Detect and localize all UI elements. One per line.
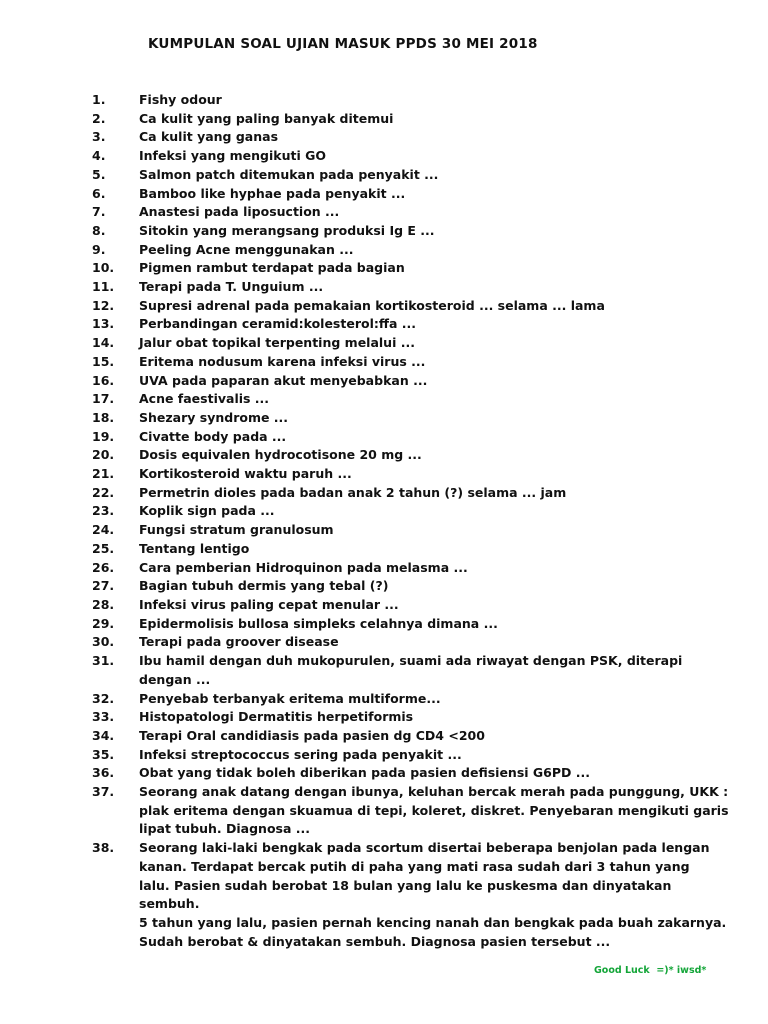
item-number: 33. — [92, 709, 115, 725]
list-item — [92, 746, 732, 765]
item-number: 18. — [92, 409, 115, 425]
item-number: 8. — [92, 222, 106, 238]
list-item — [92, 484, 732, 503]
item-text: Eritema nodusum karena infeksi virus ... — [139, 353, 426, 369]
item-number: 38. — [92, 840, 115, 856]
list-item — [92, 128, 732, 147]
item-text: Infeksi streptococcus sering pada penyakit ... — [139, 746, 462, 762]
list-item — [92, 185, 732, 204]
list-item — [92, 110, 732, 129]
item-text: Fishy odour — [139, 92, 222, 107]
list-item — [92, 334, 732, 353]
list-item — [92, 203, 732, 222]
item-text: Ibu hamil dengan duh mukopurulen, suami ada riwayat dengan PSK, diterapi dengan ... — [139, 653, 683, 687]
list-item — [92, 690, 732, 709]
item-number: 19. — [92, 428, 115, 444]
item-number: 24. — [92, 522, 115, 538]
item-text: Salmon patch ditemukan pada penyakit ... — [139, 166, 439, 182]
list-item — [92, 390, 732, 409]
item-number: 4. — [92, 148, 106, 164]
item-number: 35. — [92, 746, 115, 762]
item-number: 3. — [92, 129, 106, 145]
list-item — [92, 652, 732, 689]
list-item — [92, 446, 732, 465]
item-number: 28. — [92, 596, 115, 612]
item-number: 22. — [92, 484, 115, 500]
item-number: 23. — [92, 503, 115, 519]
item-number: 7. — [92, 204, 106, 220]
item-number: 17. — [92, 391, 115, 407]
item-text: Kortikosteroid waktu paruh ... — [139, 466, 352, 482]
item-text: Acne faestivalis ... — [139, 391, 270, 407]
item-text: Pigmen rambut terdapat pada bagian — [139, 260, 405, 276]
item-text: Infeksi yang mengikuti GO — [139, 148, 326, 164]
item-text: Seorang laki-laki bengkak pada scortum disertai beberapa benjolan pada lengan kanan. Terdapat bercak putih di paha yang mati rasa sudah dari 3 tahun yang lalu. Pasien sudah berobat 18 bulan yang lalu ke puskesma dan dinyatakan sembuh. 5 tahun yang lalu, pasien pernah kencing nanah dan bengkak pada buah zakarnya. Sudah berobat & dinyatakan sembuh. Diagnosa pasien tersebut ... — [139, 840, 727, 949]
item-number: 9. — [92, 241, 106, 257]
document-title: KUMPULAN SOAL UJIAN MASUK PPDS 30 MEI 2018 — [148, 36, 538, 52]
item-number: 20. — [92, 447, 115, 463]
item-text: Seorang anak datang dengan ibunya, keluhan bercak merah pada punggung, UKK : plak eritema dengan skuamua di tepi, koleret, diskret. Penyebaran mengikuti garis lipat tubuh. Diagnosa ... — [139, 784, 729, 837]
list-item — [92, 727, 732, 746]
question-list — [92, 91, 732, 951]
item-text: Infeksi virus paling cepat menular ... — [139, 596, 399, 612]
item-number: 36. — [92, 765, 115, 781]
item-text: Fungsi stratum granulosum — [139, 522, 334, 538]
item-text: Anastesi pada liposuction ... — [139, 204, 340, 220]
item-text: Terapi pada groover disease — [139, 634, 339, 650]
item-number: 21. — [92, 466, 115, 482]
item-number: 12. — [92, 297, 115, 313]
item-number: 37. — [92, 784, 115, 800]
item-number: 29. — [92, 615, 115, 631]
list-item — [92, 559, 732, 578]
item-number: 1. — [92, 92, 106, 107]
item-number: 16. — [92, 372, 115, 388]
list-item — [92, 708, 732, 727]
item-text: Ca kulit yang paling banyak ditemui — [139, 110, 394, 126]
list-item — [92, 372, 732, 391]
list-item — [92, 596, 732, 615]
item-number: 2. — [92, 110, 106, 126]
list-item — [92, 428, 732, 447]
list-item — [92, 839, 732, 951]
item-number: 25. — [92, 540, 115, 556]
item-number: 10. — [92, 260, 115, 276]
list-item — [92, 241, 732, 260]
list-item — [92, 353, 732, 372]
list-item — [92, 764, 732, 783]
item-text: Penyebab terbanyak eritema multiforme... — [139, 690, 441, 706]
item-number: 15. — [92, 353, 115, 369]
item-text: Jalur obat topikal terpenting melalui ... — [139, 335, 415, 351]
item-number: 5. — [92, 166, 106, 182]
list-item — [92, 409, 732, 428]
footer-signature: Good Luck =)* iwsd* — [594, 965, 707, 976]
item-number: 6. — [92, 185, 106, 201]
item-number: 34. — [92, 727, 115, 743]
item-number: 31. — [92, 653, 115, 669]
list-item — [92, 783, 732, 839]
item-text: UVA pada paparan akut menyebabkan ... — [139, 372, 428, 388]
item-text: Ca kulit yang ganas — [139, 129, 279, 145]
list-item — [92, 577, 732, 596]
item-number: 32. — [92, 690, 115, 706]
item-text: Tentang lentigo — [139, 540, 250, 556]
list-item — [92, 278, 732, 297]
list-item — [92, 521, 732, 540]
item-text: Peeling Acne menggunakan ... — [139, 241, 354, 257]
list-item — [92, 259, 732, 278]
item-number: 14. — [92, 335, 115, 351]
item-text: Dosis equivalen hydrocotisone 20 mg ... — [139, 447, 422, 463]
item-text: Civatte body pada ... — [139, 428, 287, 444]
list-item — [92, 222, 732, 241]
list-item — [92, 502, 732, 521]
list-item — [92, 315, 732, 334]
item-number: 13. — [92, 316, 115, 332]
item-number: 27. — [92, 578, 115, 594]
item-text: Sitokin yang merangsang produksi Ig E ... — [139, 222, 435, 238]
item-text: Obat yang tidak boleh diberikan pada pasien defisiensi G6PD ... — [139, 765, 590, 781]
item-text: Bamboo like hyphae pada penyakit ... — [139, 185, 406, 201]
item-text: Bagian tubuh dermis yang tebal (?) — [139, 578, 389, 594]
item-text: Perbandingan ceramid:kolesterol:ffa ... — [139, 316, 417, 332]
list-item — [92, 166, 732, 185]
item-text: Cara pemberian Hidroquinon pada melasma ... — [139, 559, 468, 575]
list-item — [92, 297, 732, 316]
item-number: 26. — [92, 559, 115, 575]
list-item — [92, 91, 732, 110]
item-number: 30. — [92, 634, 115, 650]
item-text: Supresi adrenal pada pemakaian kortikosteroid ... selama ... lama — [139, 297, 605, 313]
list-item — [92, 633, 732, 652]
list-item — [92, 615, 732, 634]
item-text: Koplik sign pada ... — [139, 503, 275, 519]
item-text: Terapi Oral candidiasis pada pasien dg CD4 <200 — [139, 727, 485, 743]
item-text: Histopatologi Dermatitis herpetiformis — [139, 709, 414, 725]
item-number: 11. — [92, 279, 115, 295]
list-item — [92, 147, 732, 166]
item-text: Terapi pada T. Unguium ... — [139, 279, 324, 295]
item-text: Shezary syndrome ... — [139, 409, 289, 425]
item-text: Permetrin dioles pada badan anak 2 tahun (?) selama ... jam — [139, 484, 567, 500]
item-text: Epidermolisis bullosa simpleks celahnya dimana ... — [139, 615, 498, 631]
list-item — [92, 465, 732, 484]
list-item — [92, 540, 732, 559]
